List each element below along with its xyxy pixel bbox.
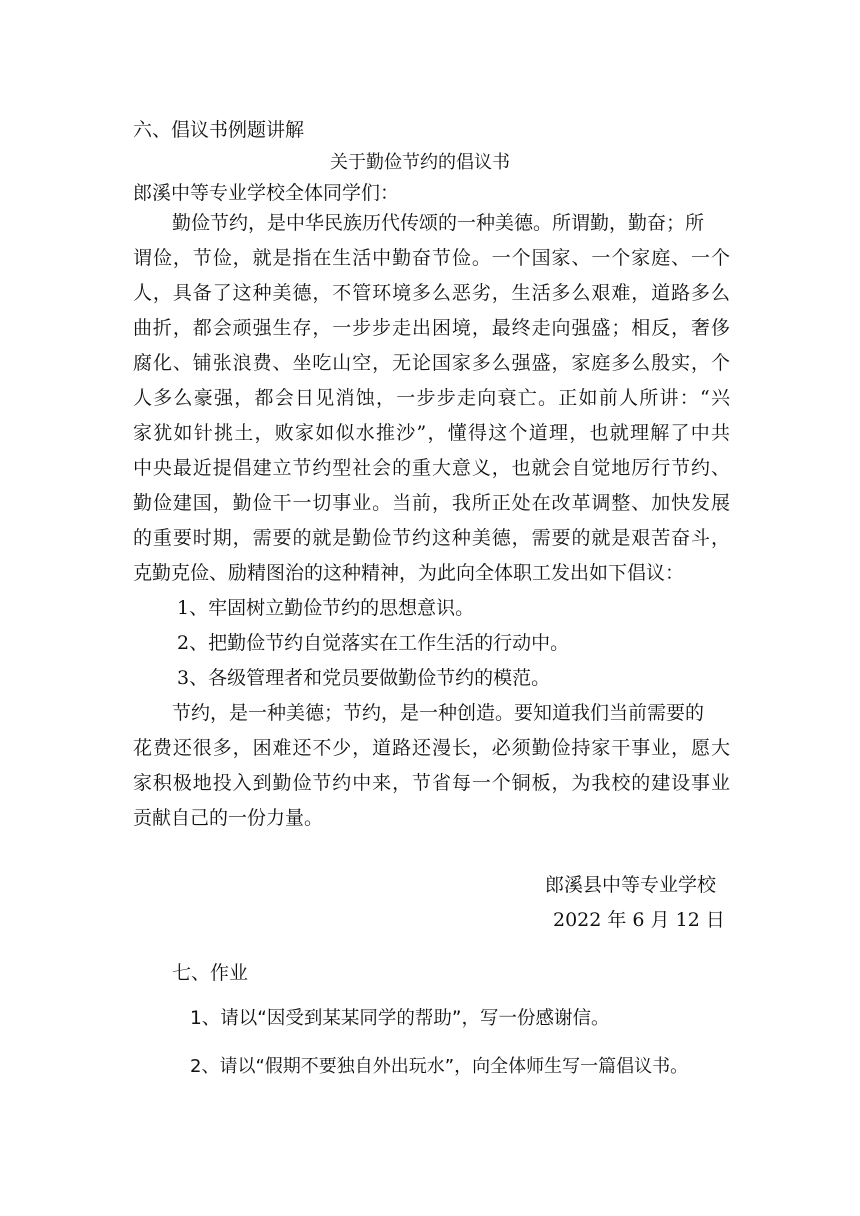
body-line: 腐化、铺张浪费、坐吃山空，无论国家多么强盛，家庭多么殷实，个 — [133, 352, 730, 374]
body-line: 谓俭，节俭，就是指在生活中勤奋节俭。一个国家、一个家庭、一个 — [133, 247, 730, 269]
body-line: 勤俭节约，是中华民族历代传颂的一种美德。所谓勤，勤奋；所 — [172, 212, 705, 234]
letter-date: 2022 年 6 月 12 日 — [553, 909, 725, 931]
homework-item: 1、请以“因受到某某同学的帮助”，写一份感谢信。 — [190, 1008, 610, 1029]
proposal-item: 3、各级管理者和党员要做勤俭节约的模范。 — [177, 667, 551, 689]
body-line: 的重要时期，需要的就是勤俭节约这种美德，需要的就是艰苦奋斗， — [133, 527, 730, 549]
letter-title: 关于勤俭节约的倡议书 — [330, 152, 510, 173]
body-line: 中央最近提倡建立节约型社会的重大意义，也就会自觉地厉行节约、 — [133, 457, 730, 479]
homework-item: 2、请以“假期不要独自外出玩水”，向全体师生写一篇倡议书。 — [190, 1056, 689, 1077]
body-line: 勤俭建国，勤俭干一切事业。当前，我所正处在改革调整、加快发展 — [133, 492, 730, 514]
body-line: 人多么豪强，都会日见消蚀，一步步走向衰亡。正如前人所讲：“兴 — [133, 387, 730, 409]
homework-heading: 七、作业 — [172, 962, 249, 984]
closing-line: 家积极地投入到勤俭节约中来，节省每一个铜板，为我校的建设事业 — [133, 772, 730, 794]
closing-line: 节约，是一种美德；节约，是一种创造。要知道我们当前需要的 — [172, 702, 705, 724]
letter-salutation: 郎溪中等专业学校全体同学们： — [133, 182, 400, 204]
body-line: 家犹如针挑土，败家如似水推沙”，懂得这个道理，也就理解了中共 — [133, 422, 730, 444]
body-line: 克勤克俭、励精图治的这种精神，为此向全体职工发出如下倡议： — [133, 562, 685, 584]
closing-line: 花费还很多，困难还不少，道路还漫长，必须勤俭持家干事业，愿大 — [133, 737, 730, 759]
body-line: 人，具备了这种美德，不管环境多么恶劣，生活多么艰难，道路多么 — [133, 282, 730, 304]
proposal-item: 2、把勤俭节约自觉落实在工作生活的行动中。 — [177, 632, 570, 654]
closing-line: 贡献自己的一份力量。 — [133, 807, 324, 829]
proposal-item: 1、牢固树立勤俭节约的思想意识。 — [177, 597, 475, 619]
section-heading: 六、倡议书例题讲解 — [133, 119, 305, 141]
body-line: 曲折，都会顽强生存，一步步走出困境，最终走向强盛；相反，奢侈 — [133, 317, 730, 339]
signature: 郎溪县中等专业学校 — [545, 874, 717, 896]
